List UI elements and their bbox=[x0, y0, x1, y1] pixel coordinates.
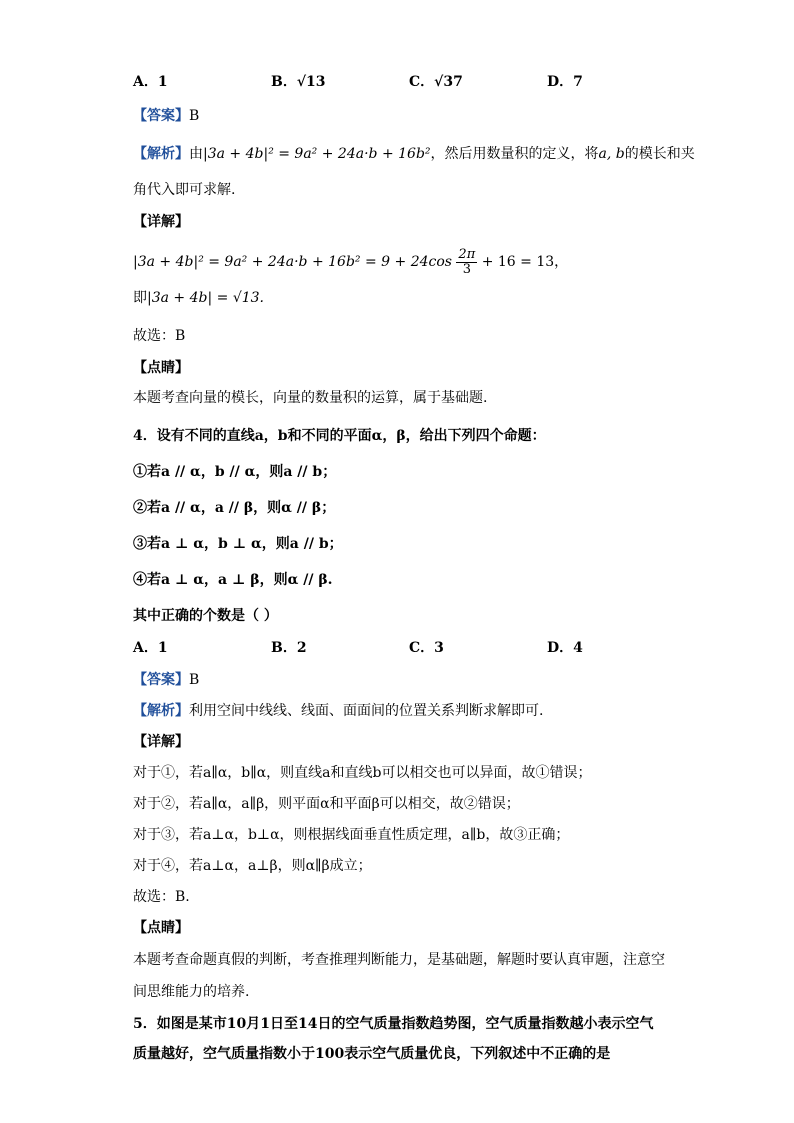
q3-analysis-line1 bbox=[133, 144, 695, 164]
q3-comment: 本题考查向量的模长，向量的数量积的运算，属于基础题. bbox=[133, 390, 488, 406]
q3-option-d: D．7 bbox=[547, 74, 583, 90]
answer-tag: 【答案】 bbox=[133, 108, 189, 124]
q3-option-a: A．1 bbox=[133, 74, 168, 90]
q4-comment-line1: 本题考查命题真假的判断，考查推理判断能力，是基础题，解题时要认真审题，注意空 bbox=[133, 952, 665, 968]
q4-option-c: C．3 bbox=[409, 640, 444, 656]
q4-analysis bbox=[133, 701, 543, 721]
q4-prop-4: ④若a ⊥ α，a ⊥ β，则α // β. bbox=[133, 572, 333, 588]
q4-comment-tag bbox=[133, 918, 189, 938]
q5-stem-line1: 5．如图是某市10月1日至14日的空气质量指数趋势图，空气质量指数越小表示空气 bbox=[133, 1016, 654, 1032]
q5-stem-line2: 质量越好，空气质量指数小于100表示空气质量优良，下列叙述中不正确的是 bbox=[133, 1046, 611, 1062]
detail-tag: 【详解】 bbox=[133, 734, 189, 750]
analysis-tag: 【解析】 bbox=[133, 703, 189, 719]
q4-comment-line2: 间思维能力的培养. bbox=[133, 984, 250, 1000]
q4-question: 其中正确的个数是（ ） bbox=[133, 608, 278, 624]
q4-option-b: B．2 bbox=[271, 640, 307, 656]
q4-choose: 故选：B. bbox=[133, 889, 190, 905]
analysis-expression: |3a + 4b|² = 9a² + 24a·b + 16b² bbox=[203, 146, 431, 162]
q4-detail-1: 对于①，若a∥α，b∥α，则直线a和直线b可以相交也可以异面，故①错误； bbox=[133, 765, 592, 781]
analysis-text: 的模长和夹 bbox=[624, 146, 695, 162]
analysis-text: 利用空间中线线、线面、面面间的位置关系判断求解即可. bbox=[189, 703, 544, 719]
q4-prop-1: ①若a // α，b // α，则a // b； bbox=[133, 464, 337, 480]
q3-answer bbox=[133, 106, 199, 126]
q4-prop-2: ②若a // α，a // β，则α // β； bbox=[133, 500, 336, 516]
q4-prop-3: ③若a ⊥ α，b ⊥ α，则a // b； bbox=[133, 536, 343, 552]
q4-option-a: A．1 bbox=[133, 640, 168, 656]
fraction-denominator: 3 bbox=[462, 261, 471, 277]
detail-text: 即 bbox=[133, 290, 147, 306]
analysis-text: ，然后用数量积的定义，将 bbox=[430, 146, 599, 162]
q4-answer bbox=[133, 670, 199, 690]
analysis-text: 由 bbox=[189, 146, 203, 162]
q4-detail-tag bbox=[133, 732, 189, 752]
q3-detail-line2 bbox=[133, 288, 264, 308]
q4-detail-3: 对于③，若a⊥α，b⊥α，则根据线面垂直性质定理，a∥b，故③正确； bbox=[133, 827, 570, 843]
q3-option-b: B．√13 bbox=[271, 74, 326, 90]
detail-expression: + 16 = 13， bbox=[481, 254, 569, 270]
q3-analysis-line2: 角代入即可求解. bbox=[133, 182, 236, 198]
answer-value: B bbox=[189, 672, 200, 688]
q3-detail-tag bbox=[133, 212, 189, 232]
comment-tag: 【点睛】 bbox=[133, 920, 189, 936]
q3-option-c: C．√37 bbox=[409, 74, 463, 90]
analysis-vectors: a, b bbox=[598, 146, 625, 162]
q4-option-d: D．4 bbox=[547, 640, 583, 656]
q3-choose: 故选：B bbox=[133, 328, 186, 344]
fraction-numerator: 2π bbox=[458, 246, 476, 262]
analysis-tag: 【解析】 bbox=[133, 146, 189, 162]
detail-expression: |3a + 4b|² = 9a² + 24a·b + 16b² = 9 + 24cos bbox=[133, 254, 452, 270]
answer-tag: 【答案】 bbox=[133, 672, 189, 688]
detail-tag: 【详解】 bbox=[133, 214, 189, 230]
q3-comment-tag bbox=[133, 358, 189, 378]
detail-expression: |3a + 4b| = √13. bbox=[147, 290, 265, 306]
q4-stem: 4．设有不同的直线a，b和不同的平面α，β，给出下列四个命题： bbox=[133, 428, 546, 444]
answer-value: B bbox=[189, 108, 200, 124]
comment-tag: 【点睛】 bbox=[133, 360, 189, 376]
q4-detail-4: 对于④，若a⊥α，a⊥β，则α∥β成立； bbox=[133, 858, 372, 874]
q4-detail-2: 对于②，若a∥α，a∥β，则平面α和平面β可以相交，故②错误； bbox=[133, 796, 520, 812]
fraction bbox=[456, 248, 477, 277]
q3-detail-line1 bbox=[133, 246, 568, 278]
